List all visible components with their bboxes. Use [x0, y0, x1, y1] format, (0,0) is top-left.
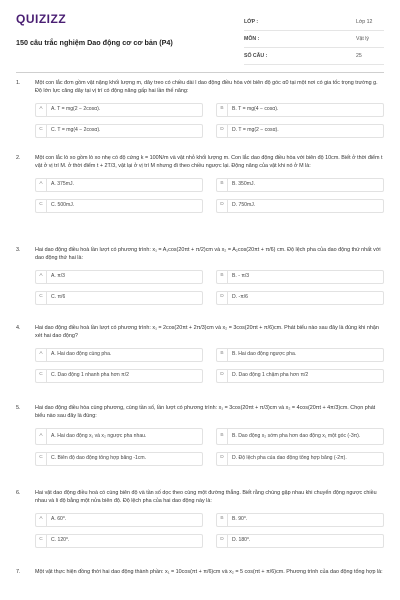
- subject-label: MÔN :: [244, 36, 260, 42]
- count-value: 25: [356, 53, 362, 59]
- option-letter: D: [217, 370, 228, 382]
- option-text: A. π/3: [51, 272, 65, 279]
- option-a[interactable]: [35, 513, 203, 527]
- question-text: Một vật thực hiện đồng thời hai dao động thành phần: x₁ = 10cos(πt + π/6)cm và x₂ = 5 cos(πt + π/6)cm. Phương trình của dao động tổng hợp là:: [35, 569, 383, 575]
- option-text: D. 180⁰.: [232, 536, 251, 543]
- option-text: A. Hai dao động cùng pha.: [51, 350, 112, 357]
- question-1: [16, 80, 384, 138]
- option-b[interactable]: [216, 178, 384, 192]
- option-a[interactable]: [35, 348, 203, 362]
- option-text: B. 350mJ.: [232, 180, 255, 187]
- quiz-meta-table: [244, 14, 384, 65]
- option-c[interactable]: [35, 199, 203, 213]
- option-b[interactable]: [216, 513, 384, 527]
- option-letter: D: [217, 453, 228, 465]
- option-d[interactable]: [216, 534, 384, 548]
- question-6: [16, 490, 384, 548]
- question-number: 4.: [16, 325, 21, 331]
- option-text: B. 90⁰.: [232, 515, 248, 522]
- option-text: B. - π/3: [232, 272, 250, 279]
- question-5: [16, 405, 384, 466]
- option-letter: A: [36, 514, 47, 526]
- quiz-header: [16, 8, 384, 70]
- option-c[interactable]: [35, 291, 203, 305]
- option-text: D. Độ lệch pha của dao động tổng hợp bằng (-2π).: [232, 454, 347, 461]
- option-d[interactable]: [216, 452, 384, 466]
- question-text: Một con lắc lò xo gồm lò xo nhẹ có độ cứng k = 100N/m và vật nhỏ khối lượng m. Con lắc dao động điều hòa với biên độ 10cm. Biết ở thời điểm t vật ở vị trí M. ở thời điểm t + 2T/3, vật lại ở vị trí M nhưng đi theo chiều ngược lại. Động năng của vật khi nó ở M là:: [35, 155, 383, 169]
- option-text: C. Biên độ dao động tổng hợp bằng -1cm.: [51, 454, 147, 461]
- meta-row-subject: [244, 31, 384, 48]
- option-text: C. 120⁰.: [51, 536, 70, 543]
- option-letter: A: [36, 179, 47, 191]
- class-value: Lớp 12: [356, 19, 373, 25]
- option-letter: D: [217, 125, 228, 137]
- question-text: Một con lắc đơn gồm vật nặng khối lượng m, dây treo có chiều dài l dao động điều hòa với biên độ góc α0 tại một nơi có gia tốc trọng trường g. Độ lớn lực căng dây tại vị trí có động năng gấp hai lần thế năng:: [35, 80, 378, 94]
- option-text: D. -π/6: [232, 293, 248, 300]
- option-b[interactable]: [216, 348, 384, 362]
- option-letter: D: [217, 200, 228, 212]
- option-d[interactable]: [216, 369, 384, 383]
- question-4: [16, 325, 384, 383]
- question-number: 7.: [16, 569, 21, 575]
- option-text: A. Hai dao động x₁ và x₂ ngược pha nhau.: [51, 433, 147, 440]
- question-7: [16, 569, 384, 577]
- question-text: Hai dao động điều hoà lần lượt có phương trình: x₁ = 2cos(20πt + 2π/3)cm và x₂ = 3cos(20πt + π/6)cm. Phát biểu nào sau đây là đúng khi nhận xét hai dao động?: [35, 325, 379, 339]
- question-2: [16, 155, 384, 213]
- question-number: 2.: [16, 155, 21, 161]
- answer-options: [35, 348, 384, 383]
- option-text: A. 375mJ.: [51, 180, 74, 187]
- option-letter: B: [217, 179, 228, 191]
- question-text: Hai vật dao động điều hoà có cùng biên độ và tần số dọc theo cùng một đường thẳng. Biết rằng chúng gặp nhau khi chuyển động ngược chiều nhau và li độ bằng một nửa biên độ. Độ lệch pha của hai dao động này là:: [35, 490, 377, 504]
- option-text: B. T = mg(4 − cosα).: [232, 105, 279, 112]
- option-text: C. π/6: [51, 293, 66, 300]
- header-divider: [16, 72, 384, 73]
- option-text: D. T = mg(2 − cosα).: [232, 126, 279, 133]
- option-letter: C: [36, 292, 47, 304]
- question-number: 3.: [16, 247, 21, 253]
- option-d[interactable]: [216, 291, 384, 305]
- option-b[interactable]: [216, 103, 384, 117]
- option-letter: A: [36, 104, 47, 116]
- answer-options: [35, 178, 384, 213]
- question-number: 5.: [16, 405, 21, 411]
- option-a[interactable]: [35, 178, 203, 192]
- class-label: LỚP :: [244, 19, 259, 25]
- option-b[interactable]: [216, 270, 384, 284]
- quizizz-logo: QUIZIZZ: [16, 12, 67, 26]
- question-number: 6.: [16, 490, 21, 496]
- option-letter: B: [217, 514, 228, 526]
- option-c[interactable]: [35, 534, 203, 548]
- option-letter: B: [217, 104, 228, 116]
- question-text: Hai dao động điều hoà lần lượt có phương trình: x₁ = A₁cos(20πt + π/2)cm và x₂ = A₂cos(20πt + π/6) cm. Độ lệch pha của dao động thứ nhất với dao động thứ hai là:: [35, 247, 381, 261]
- meta-row-count: [244, 48, 384, 65]
- option-c[interactable]: [35, 369, 203, 383]
- option-a[interactable]: [35, 428, 203, 445]
- option-text: D. Dao động 1 chậm pha hơn π/2: [232, 371, 309, 378]
- option-d[interactable]: [216, 124, 384, 138]
- question-text: Hai dao động điều hòa cùng phương, cùng tần số, lần lượt có phương trình: x₁ = 3cos(20πt + π/3)cm và x₂ = 4cos(20πt + 4π/3)cm. Chọn phát biểu nào sau đây là đúng:: [35, 405, 376, 419]
- option-text: C. 500mJ.: [51, 201, 75, 208]
- option-c[interactable]: [35, 452, 203, 466]
- option-letter: C: [36, 535, 47, 547]
- option-text: D. 750mJ.: [232, 201, 256, 208]
- answer-options: [35, 270, 384, 305]
- option-letter: D: [217, 292, 228, 304]
- option-letter: C: [36, 125, 47, 137]
- option-text: A. T = mg(2 − 2cosα).: [51, 105, 101, 112]
- option-a[interactable]: [35, 270, 203, 284]
- option-text: B. Hai dao động ngược pha.: [232, 350, 297, 357]
- subject-value: Vật lý: [356, 36, 369, 42]
- count-label: SỐ CÂU :: [244, 53, 268, 59]
- option-b[interactable]: [216, 428, 384, 445]
- option-a[interactable]: [35, 103, 203, 117]
- question-number: 1.: [16, 80, 21, 86]
- option-letter: A: [36, 349, 47, 361]
- answer-options: [35, 103, 384, 138]
- option-letter: D: [217, 535, 228, 547]
- option-letter: B: [217, 429, 228, 444]
- option-letter: A: [36, 271, 47, 283]
- option-letter: A: [36, 429, 47, 444]
- option-letter: C: [36, 200, 47, 212]
- answer-options: [35, 428, 384, 466]
- option-d[interactable]: [216, 199, 384, 213]
- option-text: C. Dao động 1 nhanh pha hơn π/2: [51, 371, 129, 378]
- option-c[interactable]: [35, 124, 203, 138]
- question-3: [16, 247, 384, 305]
- option-text: C. T = mg(4 − 2cosα).: [51, 126, 101, 133]
- option-letter: B: [217, 349, 228, 361]
- page-title: 150 câu trắc nghiệm Dao động cơ cơ bản (P4): [16, 38, 173, 47]
- option-letter: B: [217, 271, 228, 283]
- option-letter: C: [36, 370, 47, 382]
- meta-row-class: [244, 14, 384, 31]
- option-text: B. Dao động x₂ sớm pha hơn dao động x₁ một góc (-3π).: [232, 433, 361, 440]
- option-text: A. 60⁰.: [51, 515, 67, 522]
- option-letter: C: [36, 453, 47, 465]
- answer-options: [35, 513, 384, 548]
